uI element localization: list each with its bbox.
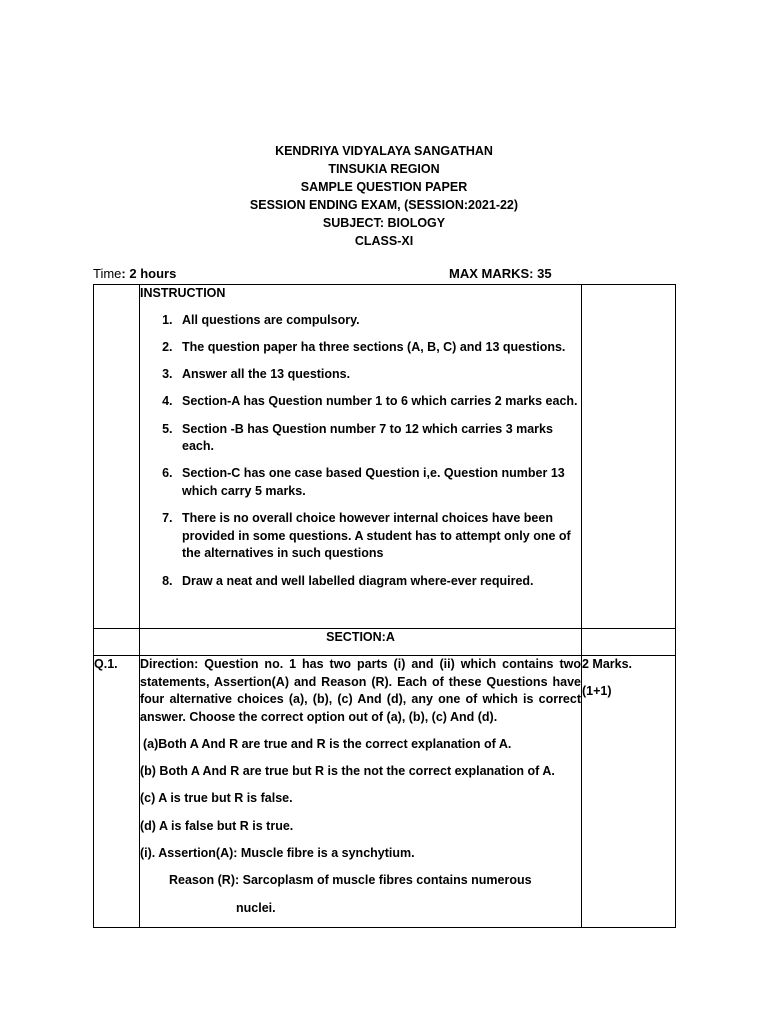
question-row bbox=[94, 656, 676, 928]
reason-text: Reason (R): Sarcoplasm of muscle fibres contains numerous bbox=[169, 873, 532, 888]
header-organisation: KENDRIYA VIDYALAYA SANGATHAN bbox=[275, 144, 493, 158]
section-a-row bbox=[94, 629, 676, 656]
marks-split: (1+1) bbox=[582, 683, 612, 698]
option-a: (a)Both A And R are true and R is the correct explanation of A. bbox=[143, 736, 512, 751]
header-session: SESSION ENDING EXAM, (SESSION:2021-22) bbox=[249, 198, 519, 212]
question-paper-table bbox=[93, 284, 676, 928]
instruction-item: 8. Draw a neat and well labelled diagram where-ever required. bbox=[176, 573, 581, 591]
instruction-item: 3. Answer all the 13 questions. bbox=[176, 366, 581, 384]
option-b: (b) Both A And R are true but R is the not the correct explanation of A. bbox=[140, 764, 555, 779]
instruction-list bbox=[140, 312, 581, 591]
section-marks-cell bbox=[582, 629, 676, 656]
max-marks: MAX MARKS: 35 bbox=[449, 266, 552, 281]
instruction-cell bbox=[140, 285, 582, 629]
header-paper-type: SAMPLE QUESTION PAPER bbox=[300, 180, 468, 194]
time-info bbox=[93, 265, 176, 283]
instruction-item: 1. All questions are compulsory. bbox=[176, 312, 581, 330]
instruction-item: 2. The question paper ha three sections (A, B, C) and 13 questions. bbox=[176, 339, 581, 357]
assertion-text: (i). Assertion(A): Muscle fibre is a synchytium. bbox=[140, 845, 415, 860]
marks-total: 2 Marks. bbox=[582, 657, 633, 671]
instruction-title: INSTRUCTION bbox=[140, 286, 226, 300]
question-marks bbox=[582, 656, 676, 928]
header-class: CLASS-XI bbox=[354, 234, 414, 248]
question-number: Q.1. bbox=[94, 656, 140, 928]
instruction-item: 7. There is no overall choice however internal choices have been provided in some questions. A student has to attempt only one of the alternatives in such questions bbox=[176, 510, 581, 563]
instruction-row bbox=[94, 285, 676, 629]
option-c: (c) A is true but R is false. bbox=[140, 791, 293, 806]
section-number-cell bbox=[94, 629, 140, 656]
instruction-number-cell bbox=[94, 285, 140, 629]
question-direction: Direction: Question no. 1 has two parts (i) and (ii) which contains two statements, Assertion(A) and Reason (R). Each of these Questions have four alternative choices (a), (b), (c) And (d), any one of which is correct answer. Choose the correct option out of (a), (b), (c) And (d). bbox=[140, 657, 581, 724]
exam-meta-row bbox=[93, 265, 675, 283]
question-body bbox=[140, 656, 582, 928]
reason-continuation: nuclei. bbox=[236, 900, 276, 915]
instruction-item: 6. Section-C has one case based Question i,e. Question number 13 which carry 5 marks. bbox=[176, 465, 581, 500]
header-subject: SUBJECT: BIOLOGY bbox=[322, 216, 446, 230]
instruction-marks-cell bbox=[582, 285, 676, 629]
instruction-item: 5. Section -B has Question number 7 to 12 which carries 3 marks each. bbox=[176, 421, 581, 456]
time-label: Time bbox=[93, 266, 122, 281]
header-region: TINSUKIA REGION bbox=[328, 162, 440, 176]
paper-header bbox=[0, 142, 768, 250]
time-value: : 2 hours bbox=[121, 266, 177, 281]
section-a-heading: SECTION:A bbox=[140, 629, 582, 656]
instruction-item: 4. Section-A has Question number 1 to 6 which carries 2 marks each. bbox=[176, 393, 581, 411]
option-d: (d) A is false but R is true. bbox=[140, 818, 294, 833]
